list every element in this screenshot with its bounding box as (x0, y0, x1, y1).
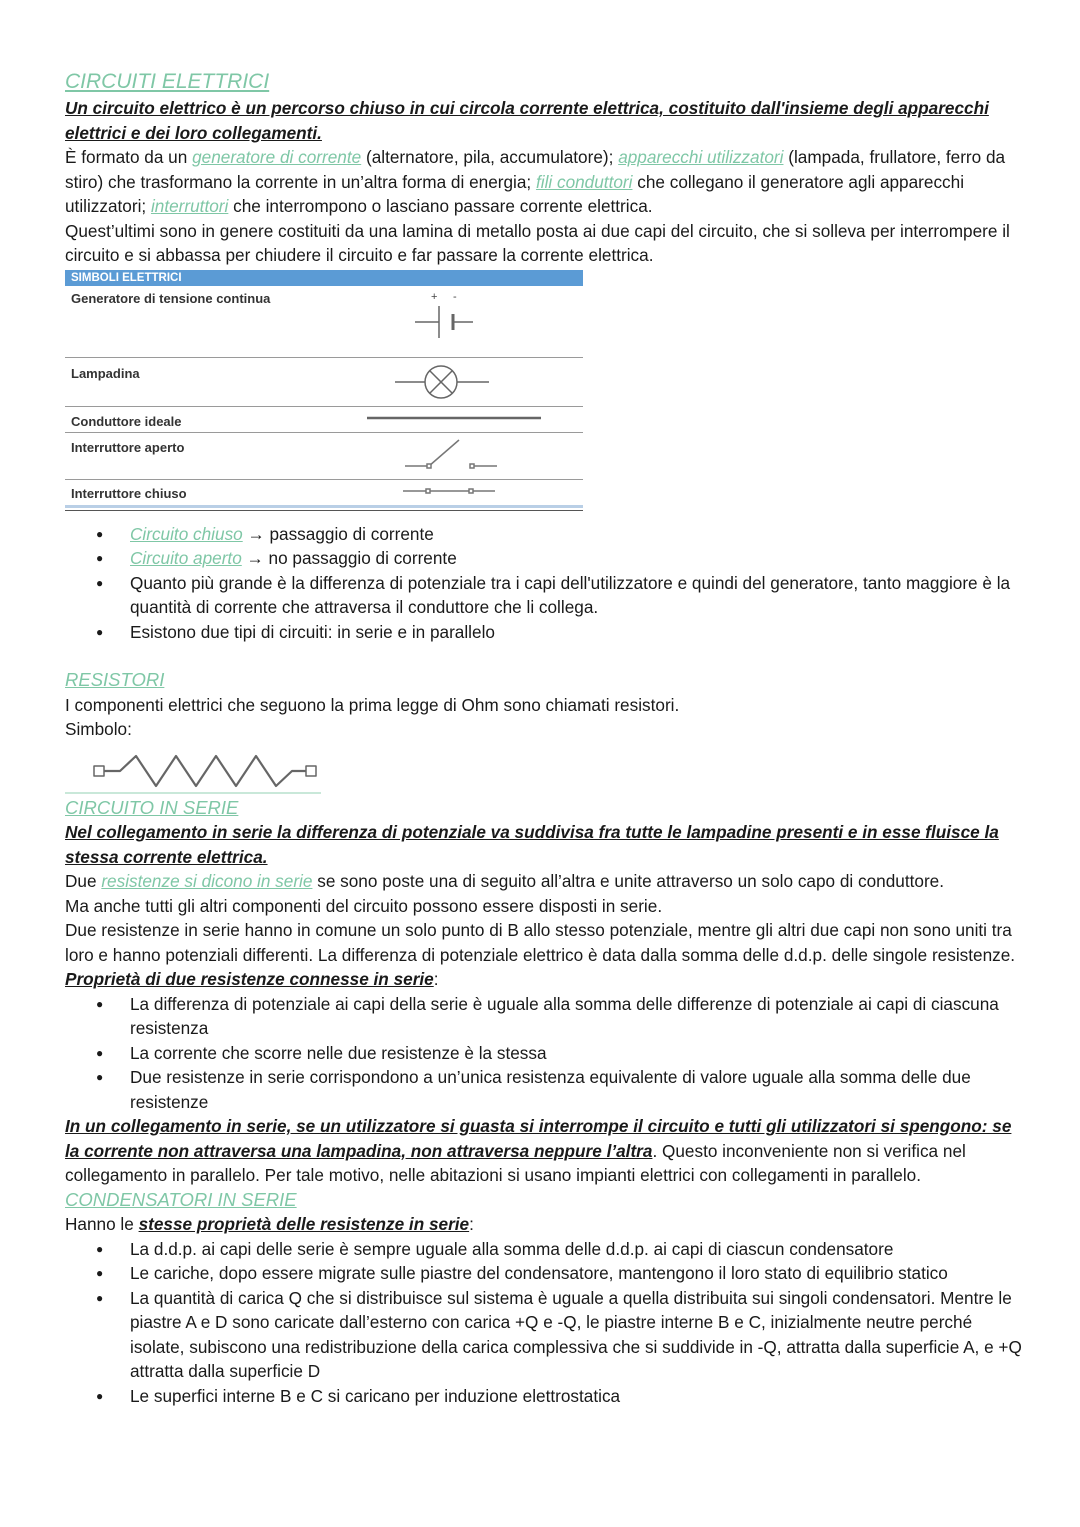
list-item: ● La d.d.p. ai capi delle serie è sempre uguale alla somma delle d.d.p. ai capi di ciascun condensatore (65, 1237, 1025, 1262)
term-generatore: generatore di corrente (192, 147, 362, 167)
definition-circuito: Un circuito elettrico è un percorso chiuso in cui circola corrente elettrica, costituito dall'insieme degli apparecchi elettrici e dei loro collegamenti. (65, 98, 989, 143)
list-item: ● Le cariche, dopo essere migrate sulle piastre del condensatore, mantengono il loro stato di equilibrio statico (65, 1261, 1025, 1286)
condensatori-intro: Hanno le stesse proprietà delle resistenze in serie: (65, 1214, 474, 1234)
list-item: ● Due resistenze in serie corrispondono a un’unica resistenza equivalente di valore uguale alla somma delle due resistenze (65, 1065, 1025, 1114)
paragraph-warning: In un collegamento in serie, se un utilizzatore si guasta si interrompe il circuito e tutti gli utilizzatori si spengono: se la corrente non attraversa una lampadina, non attraversa neppure l’altra. Questo inconveniente non si verifica nel collegamento in parallelo. Per tale motivo, nelle abitazioni si usano impianti elettrici con collegamenti in parallelo. (65, 1116, 1012, 1185)
symbol-caption: Simbolo: (65, 719, 132, 739)
lamp-icon (395, 366, 489, 398)
bullet-list-condensatori (65, 1237, 1025, 1409)
resistor-icon (90, 752, 320, 792)
symbols-table (65, 270, 583, 516)
term-circuito-aperto: Circuito aperto (130, 548, 242, 568)
section-title-resistori: RESISTORI (65, 669, 165, 690)
table-bottom-border (65, 510, 583, 511)
list-item: ● La differenza di potenziale ai capi della serie è uguale alla somma delle differenze di potenziale ai capi di ciascuna resistenza (65, 992, 1025, 1041)
definition-serie: Nel collegamento in serie la differenza di potenziale va suddivisa fra tutte le lampadine presenti e in esse fluisce la stessa corrente elettrica. (65, 822, 999, 867)
list-item: ● Esistono due tipi di circuiti: in serie e in parallelo (65, 620, 1025, 645)
open-switch-icon (405, 440, 497, 468)
list-item: ● Le superfici interne B e C si caricano per induzione elettrostatica (65, 1384, 1025, 1409)
term-interruttori: interruttori (150, 196, 229, 216)
paragraph-potenziale: Due resistenze in serie hanno in comune un solo punto di B allo stesso potenziale, mentre gli altri due capi non sono uniti tra loro e hanno potenziali differenti. La differenza di potenziale elettrico è data dalla somma delle d.d.p. delle singole resistenze. (65, 920, 1016, 965)
plus-sign: + (431, 290, 438, 303)
symbol-label-wire: Conduttore ideale (71, 413, 182, 429)
paragraph-resistori: I componenti elettrici che seguono la prima legge di Ohm sono chiamati resistori. (65, 694, 680, 715)
term-utilizzatori: apparecchi utilizzatori (618, 147, 784, 167)
section-title-circuiti: CIRCUITI ELETTRICI (65, 70, 270, 93)
section-title-condensatori: CONDENSATORI IN SERIE (65, 1188, 297, 1210)
section-title-serie: CIRCUITO IN SERIE (65, 796, 239, 818)
symbols-table-header: SIMBOLI ELETTRICI (65, 270, 583, 286)
bullet-list-circuits (65, 522, 1025, 645)
symbol-label-open-switch: Interruttore aperto (71, 439, 185, 455)
paragraph-interruttori: Quest’ultimi sono in genere costituiti da una lamina di metallo posta ai due capi del circuito, che si solleva per interrompere il circuito e si abbassa per chiudere il circuito e far passare la corrente elettrica. (65, 220, 1010, 265)
closed-switch-icon (403, 489, 495, 493)
minus-sign: - (453, 290, 457, 303)
properties-heading: Proprietà di due resistenze connesse in serie: (65, 969, 439, 989)
term-resistenze-serie: resistenze si dicono in serie (101, 871, 313, 891)
list-item: ● Quanto più grande è la differenza di potenziale tra i capi dell'utilizzatore e quindi del generatore, tanto maggiore è la quantità di corrente che attraversa il conduttore che li collega. (65, 571, 1025, 620)
battery-icon (415, 306, 473, 338)
symbol-label-generator: Generatore di tensione continua (71, 290, 271, 306)
list-item: ● La quantità di carica Q che si distribuisce sul sistema è uguale a quella distribuita sui singoli condensatori. Mentre le piastre A e D sono caricate dall’esterno con carica +Q e -Q, le piastre interne B e C, inizialmente neutre perché isolate, subiscono una redistribuzione della carica complessiva che si suddivide in -Q, attratta dalla superficie A, e +Q attratta dalla superficie D (65, 1286, 1025, 1384)
term-circuito-chiuso: Circuito chiuso (130, 523, 243, 544)
symbols-drawings (65, 270, 583, 510)
document-page (65, 68, 1025, 1408)
symbol-label-closed-switch: Interruttore chiuso (71, 485, 187, 501)
list-item: ● Circuito chiuso → passaggio di corrente (65, 522, 1025, 547)
list-item: ● Circuito aperto → no passaggio di corrente (65, 546, 1025, 571)
symbol-label-lamp: Lampadina (71, 365, 140, 381)
paragraph-resistenze-serie: Due resistenze si dicono in serie se sono poste una di seguito all’altra e unite attraverso un solo capo di conduttore. (65, 871, 945, 891)
list-item: ● La corrente che scorre nelle due resistenze è la stessa (65, 1041, 1025, 1066)
paragraph-componenti-serie: Ma anche tutti gli altri componenti del circuito possono essere disposti in serie. (65, 895, 663, 916)
paragraph-components: È formato da un generatore di corrente (alternatore, pila, accumulatore); apparecchi utilizzatori (lampada, frullatore, ferro da stiro) che trasformano la corrente in un’altra forma di energia; fili conduttori che collegano il generatore agli apparecchi utilizzatori; interruttori che interrompono o lasciano passare corrente elettrica. (65, 147, 1006, 216)
divider-line (65, 792, 321, 794)
bullet-list-properties (65, 992, 1025, 1115)
term-fili: fili conduttori (535, 171, 633, 192)
